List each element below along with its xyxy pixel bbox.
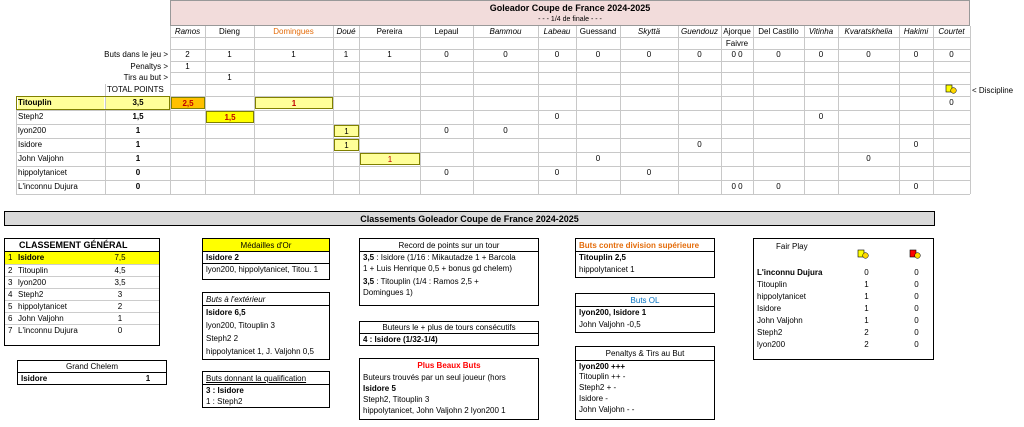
record-text: 1 + Luis Henrique 0,5 + bonus gd chelem) [363, 264, 512, 273]
participant-total: 1 [135, 126, 141, 135]
player-header: Dieng [219, 27, 240, 36]
score-cell: 0 [818, 112, 824, 121]
score-cell: 0 [866, 154, 871, 163]
division-title: Buts contre division supérieure [576, 239, 714, 252]
rank-name: hippolytanicet [18, 302, 67, 311]
fair-play-name: John Valjohn [757, 316, 803, 325]
tirs-value: 1 [227, 73, 232, 82]
penaltys-box [575, 346, 715, 420]
player-header: Courtet [938, 27, 965, 36]
buts-ol-line: lyon200, Isidore 1 [579, 308, 647, 317]
participant-name: hippolytanicet [18, 168, 67, 177]
medailles-title: Médailles d'Or [203, 239, 329, 252]
buts-ol-box [575, 293, 715, 333]
score-cell: 1 [255, 97, 333, 109]
player-header: Skyttä [637, 27, 661, 36]
rank-number: 7 [8, 326, 13, 335]
division-line: hippolytanicet 1 [579, 265, 635, 274]
title-bar [170, 0, 970, 26]
score-cell: 0 [503, 126, 508, 135]
score-cell: 0 [554, 112, 560, 121]
buts-value: 0 0 [731, 50, 743, 59]
score-cell: 0 0 [731, 182, 743, 191]
rank-name: Titouplin [18, 266, 48, 275]
rank-points: 2 [117, 302, 123, 311]
yellow-count: 1 [864, 316, 869, 325]
yellow-count: 1 [864, 292, 869, 301]
exterieur-line: Isidore 6,5 [206, 308, 246, 317]
exterieur-line: lyon200, Titouplin 3 [206, 321, 275, 330]
participant-name: Steph2 [18, 112, 44, 121]
score-cell: 1,5 [206, 111, 254, 123]
penaltys-value: 1 [185, 62, 190, 71]
red-count: 0 [914, 328, 919, 337]
player-header: Bammou [489, 27, 522, 36]
discipline-label: < Discipline [972, 86, 1014, 95]
participant-name: lyon200 [18, 126, 47, 135]
participant-total: 3,5 [106, 97, 170, 109]
rank-name: John Valjohn [18, 314, 64, 323]
buts-value: 0 [697, 50, 702, 59]
fair-play-box [753, 238, 934, 360]
penaltys-title: Penaltys & Tirs au But [605, 349, 685, 358]
division-box [575, 238, 715, 278]
round-subtitle: - - - 1/4 de finale - - - [538, 16, 602, 23]
rank-points: 1 [117, 314, 123, 323]
rank-points: 0 [117, 326, 123, 335]
player-header: Doué [336, 27, 356, 36]
yellow-count: 1 [864, 304, 869, 313]
player-header: Kvaratskhelia [844, 27, 893, 36]
grand-chelem-value: 1 [145, 374, 151, 383]
buteurs-line: 4 : Isidore (1/32-1/4) [363, 335, 438, 344]
buts-value: 1 [291, 50, 296, 59]
red-count: 0 [914, 316, 919, 325]
rank-points: 7,5 [114, 253, 126, 262]
penaltys-line: lyon200 +++ [576, 360, 714, 371]
participant-total: 1 [135, 154, 141, 163]
buts-ol-title: Buts OL [576, 294, 714, 307]
medailles-line: Isidore 2 [206, 253, 239, 262]
fair-play-name: lyon200 [757, 340, 786, 349]
rank-number: 1 [8, 253, 13, 262]
rank-number: 3 [8, 278, 13, 287]
beaux-buts-title: Plus Beaux Buts [417, 361, 481, 370]
score-cell: 0 [646, 168, 652, 177]
participant-total: 1,5 [132, 112, 144, 121]
score-cell: 2,5 [171, 97, 205, 109]
buts-ol-line: John Valjohn -0,5 [579, 320, 641, 329]
player-header: Ajorque [723, 27, 751, 36]
red-count: 0 [914, 304, 919, 313]
fair-play-title: Fair Play [776, 242, 808, 251]
beaux-buts-line: Isidore 5 [363, 384, 396, 393]
qualif-title: Buts donnant la qualification [203, 372, 329, 385]
penaltys-line: Steph2 + - [579, 383, 617, 392]
beaux-buts-line: Buteurs trouvés par un seul joueur (hors [363, 373, 506, 382]
score-cell: 0 [697, 140, 702, 149]
grand-chelem-box [17, 360, 167, 385]
rank-number: 5 [8, 302, 13, 311]
score-cell: 1 [360, 153, 420, 165]
sheet-title: Goleador Coupe de France 2024-2025 [489, 3, 651, 13]
classements-title: Classements Goleador Coupe de France 2024-2025 [4, 211, 935, 226]
rank-name: lyon200 [18, 278, 47, 287]
record-box [359, 238, 539, 306]
score-cell: 0 [444, 126, 449, 135]
beaux-buts-line: hippolytanicet, John Valjohn 2 lyon200 1 [363, 406, 506, 415]
player-header: Guendouz [681, 27, 718, 36]
red-count: 0 [914, 268, 919, 277]
red-card-icon [909, 249, 921, 259]
player-header: Guessand [579, 27, 617, 36]
record-text: : Titouplin (1/4 : Ramos 2,5 + [374, 277, 479, 286]
rank-number: 6 [8, 314, 13, 323]
buts-value: 0 [866, 50, 871, 59]
fair-play-name: Steph2 [757, 328, 783, 337]
yellow-card-icon [857, 249, 869, 259]
rank-points: 3,5 [114, 278, 126, 287]
qualif-box [202, 371, 330, 408]
score-cell: 0 [554, 168, 560, 177]
buts-value: 0 [818, 50, 824, 59]
buts-value: 0 [949, 50, 954, 59]
player-header: Pereira [376, 27, 403, 36]
score-cell: 0 [444, 168, 449, 177]
buts-value: 0 [503, 50, 508, 59]
buts-value: 0 [646, 50, 652, 59]
fair-play-name: L'inconnu Dujura [757, 268, 823, 277]
score-cell: 0 [595, 154, 601, 163]
buteurs-title: Buteurs le + plus de tours consécutifs [360, 322, 538, 334]
rank-points: 3 [117, 290, 123, 299]
medailles-line: lyon200, hippolytanicet, Titou. 1 [203, 263, 329, 274]
record-points: 3,5 [363, 277, 375, 286]
yellow-count: 2 [864, 340, 869, 349]
buts-value: 0 [444, 50, 449, 59]
red-count: 0 [914, 292, 919, 301]
participant-total: 1 [135, 140, 141, 149]
yellow-count: 0 [864, 268, 869, 277]
buts-value: 0 [554, 50, 560, 59]
buts-value: 1 [227, 50, 232, 59]
yellow-count: 2 [864, 328, 869, 337]
stat-label-penaltys: Penaltys > [130, 62, 168, 71]
stat-label-total: TOTAL POINTS [107, 85, 164, 94]
participant-name: John Valjohn [18, 154, 64, 163]
score-cell: 0 [776, 182, 781, 191]
buteurs-box [359, 321, 539, 346]
player-header: Domingues [273, 27, 314, 36]
qualif-line: 3 : Isidore [206, 386, 244, 395]
general-ranking-title: CLASSEMENT GÉNÉRAL [5, 239, 159, 252]
red-count: 0 [914, 280, 919, 289]
player-header: Labeau [543, 27, 571, 36]
discipline-value: 0 [949, 98, 954, 107]
beaux-buts-box [359, 358, 539, 420]
record-points: 3,5 [363, 253, 375, 262]
grand-chelem-name: Isidore [21, 374, 48, 383]
exterieur-box [202, 292, 330, 360]
participant-name: L'inconnu Dujura [18, 182, 78, 191]
player-header: Ramos [174, 27, 201, 36]
exterieur-title: Buts à l'extérieur [203, 293, 329, 306]
participant-name: Titouplin [18, 97, 104, 109]
score-cell: 1 [334, 125, 359, 137]
red-count: 0 [914, 340, 919, 349]
score-cell: 0 [913, 182, 919, 191]
rank-name: Steph2 [18, 290, 44, 299]
yellow-count: 1 [864, 280, 869, 289]
penaltys-line: Isidore - [579, 394, 608, 403]
rank-name: Isidore [18, 253, 45, 262]
buts-value: 0 [595, 50, 601, 59]
fair-play-name: Isidore [757, 304, 782, 313]
stat-label-buts: Buts dans le jeu > [104, 50, 168, 59]
fair-play-name: hippolytanicet [757, 292, 806, 301]
yellow-card-icon [945, 84, 957, 94]
rank-name: L'inconnu Dujura [18, 326, 78, 335]
qualif-line: 1 : Steph2 [206, 397, 243, 406]
rank-number: 4 [8, 290, 13, 299]
medailles-box [202, 238, 330, 280]
participant-total: 0 [135, 168, 141, 177]
extra-player-faivre: Faivre [725, 39, 749, 48]
penaltys-line: John Valjohn - - [579, 405, 635, 414]
division-line: Titouplin 2,5 [579, 253, 626, 262]
player-header: Vitinha [808, 27, 834, 36]
buts-value: 2 [185, 50, 190, 59]
record-text: : Isidore (1/16 : Mikautadze 1 + Barcola [374, 253, 516, 262]
participant-total: 0 [135, 182, 141, 191]
buts-value: 0 [913, 50, 919, 59]
penaltys-line: Titouplin ++ - [579, 372, 626, 381]
buts-value: 1 [387, 50, 392, 59]
participant-name: Isidore [18, 140, 43, 149]
player-header: Hakimi [903, 27, 929, 36]
rank-number: 2 [8, 266, 13, 275]
grand-chelem-title: Grand Chelem [18, 361, 166, 373]
stat-label-tirs: Tirs au but > [123, 73, 168, 82]
buts-value: 0 [776, 50, 781, 59]
general-ranking-box [4, 238, 160, 346]
beaux-buts-line: Steph2, Titouplin 3 [363, 395, 430, 404]
buts-value: 1 [343, 50, 349, 59]
score-cell: 0 [913, 140, 919, 149]
record-title: Record de points sur un tour [360, 239, 538, 252]
player-header: Lepaul [434, 27, 459, 36]
exterieur-line: hippolytanicet 1, J. Valjohn 0,5 [206, 347, 314, 356]
rank-points: 4,5 [114, 266, 126, 275]
player-header: Del Castillo [758, 27, 799, 36]
exterieur-line: Steph2 2 [206, 334, 239, 343]
record-text: Domingues 1) [363, 288, 413, 297]
score-cell: 1 [334, 139, 359, 151]
fair-play-name: Titouplin [757, 280, 787, 289]
